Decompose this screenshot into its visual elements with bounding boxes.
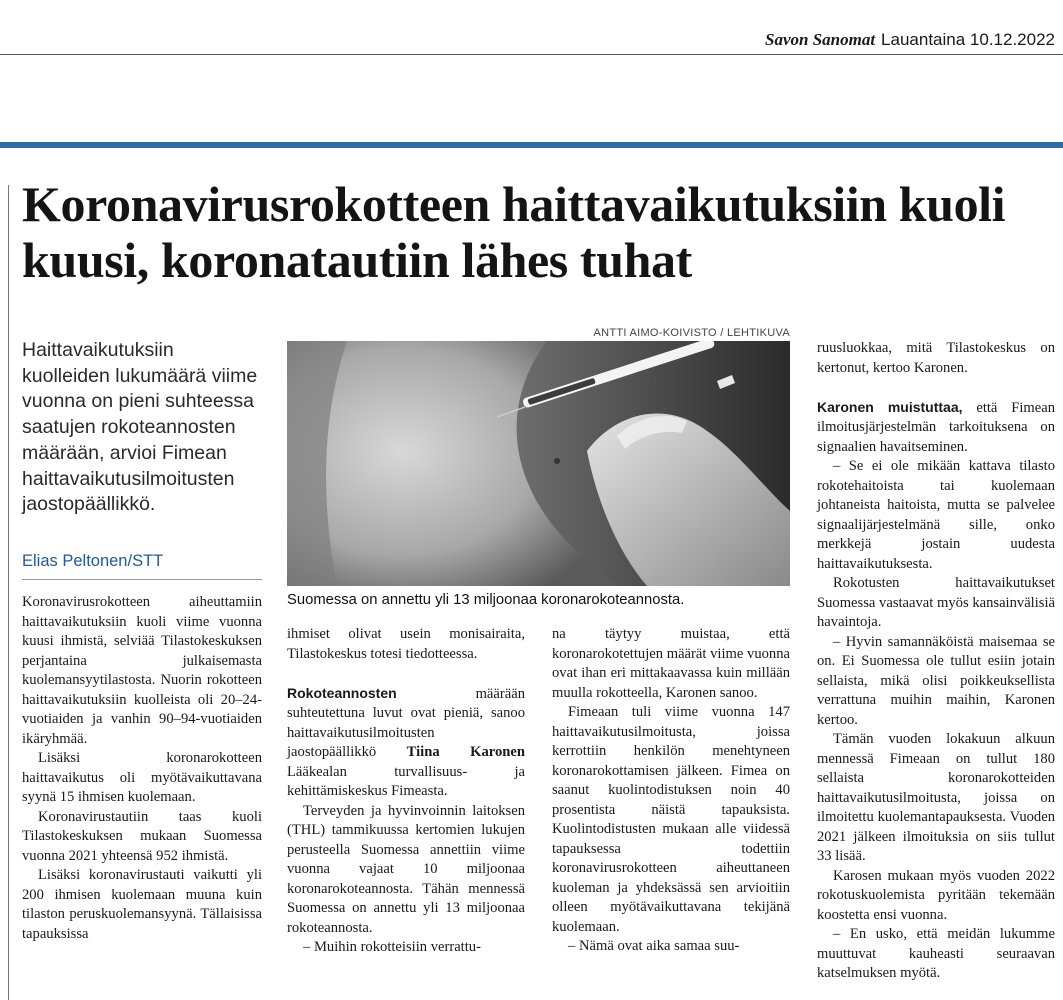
paragraph-text: Lääkealan turvallisuus- ja kehittämiskeskus Fimeasta. bbox=[287, 763, 525, 799]
paragraph bbox=[287, 684, 525, 802]
column-rule bbox=[8, 185, 9, 1000]
article-headline: Koronavirusrokotteen haittavaikutuksiin kuoli kuusi, koronatautiin lähes tuhat bbox=[22, 176, 1006, 288]
paragraph: – Muihin rokotteisiin verrattu- bbox=[303, 939, 481, 955]
paragraph: ruusluokkaa, mitä Tilastokeskus on kertonut, kertoo Karonen. bbox=[817, 340, 1055, 376]
body-column-1 bbox=[22, 593, 262, 944]
paragraph: Lisäksi koronarokotteen haittavaikutus oli myötävaikuttavana syynä 15 ihmisen kuolemaan. bbox=[22, 750, 262, 805]
paragraph: Karosen mukaan myös vuoden 2022 rokotuskuolemista pyritään tekemään koostetta ensi vuonna. bbox=[817, 867, 1055, 923]
article-lead: Haittavaikutuksiin kuolleiden lukumäärä viime vuonna on pieni suhteessa saatujen rokoteannosten määrään, arvioi Fimean haittavaikutusilmoitusten jaostopäällikkö. bbox=[22, 339, 258, 516]
photo-caption: Suomessa on annettu yli 13 miljoonaa koronarokoteannosta. bbox=[287, 592, 685, 608]
paper-name: Savon Sanomat bbox=[764, 30, 876, 49]
paragraph bbox=[817, 398, 1055, 458]
paragraph: Rokotusten haittavaikutukset Suomessa vastaavat myös kansainvälisiä havaintoja. bbox=[817, 575, 1055, 630]
paragraph: Koronavirustautiin taas kuoli Tilastokeskuksen mukaan Suomessa vuonna 2021 yhteensä 952 ihmistä. bbox=[22, 808, 262, 864]
person-name: Tiina Karonen bbox=[406, 744, 525, 760]
body-column-4 bbox=[817, 339, 1055, 984]
paragraph-lead-in: Rokoteannosten bbox=[287, 684, 397, 701]
photo-credit: ANTTI AIMO-KOIVISTO / LEHTIKUVA bbox=[593, 327, 790, 339]
body-column-3 bbox=[552, 625, 790, 957]
paragraph: Tämän vuoden lokakuun alkuun mennessä Fimeaan on tullut 180 sellaista koronarokotteiden haittavaikutusilmoitusta, joissa on ilmoitettu kuolemantapauksesta. Vuoden 2021 jälkeen ilmoituksia on siis tullut 33 lisää. bbox=[817, 731, 1055, 864]
paragraph: ihmiset olivat usein monisairaita, Tilastokeskus totesi tiedotteessa. bbox=[287, 626, 525, 662]
paragraph: – Hyvin samannäköistä maisemaa se on. Ei Suomessa ole tullut esiin jotain sellaista, mikä olisi poikkeuksellista verrattuna muihin maihin, Karonen kertoo. bbox=[817, 633, 1055, 728]
paragraph: – En usko, että meidän lukumme muuttuvat kauheasti seuraavan katselmuksen myötä. bbox=[817, 926, 1055, 981]
byline: Elias Peltonen/STT bbox=[22, 552, 262, 580]
paragraph-text: että Fimean ilmoitusjärjestelmän tarkoituksena on signaalien havaitseminen. bbox=[817, 399, 1055, 455]
paragraph-lead-in: Karonen muistuttaa, bbox=[817, 398, 963, 415]
section-divider bbox=[0, 142, 1063, 148]
paragraph: – Se ei ole mikään kattava tilasto rokotehaitoista tai kuolemaan johtaneista haitoista, mutta se palvelee signaalijärjestelmänä sille, onko merkkejä jostain uudesta haittavaikutuksesta. bbox=[817, 458, 1055, 572]
top-header bbox=[0, 0, 1063, 55]
photo-illustration bbox=[287, 341, 790, 586]
masthead bbox=[765, 30, 1055, 50]
paragraph: Terveyden ja hyvinvoinnin laitoksen (THL) tammikuussa kertomien lukujen perusteella Suomessa annettiin viime vuonna vajaat 10 miljoonaa koronarokoteannosta. Tähän mennessä Suomessa on annettu yli 13 miljoonaa rokoteannosta. bbox=[287, 802, 525, 936]
paragraph: – Nämä ovat aika samaa suu- bbox=[568, 938, 740, 954]
paragraph: Koronavirusrokotteen aiheuttamiin haittavaikutuksiin kuoli viime vuonna kuusi ihmistä, selviää Tilastokeskuksen perjantaina julkaisemasta kuolemansyytilastosta. Nuorin rokotteen haittavaikutuksiin kuolleista oli 20–24-vuotiaiden ja vanhin 90–94-vuotiaiden ikäryhmää. bbox=[22, 594, 262, 747]
paragraph-text: määrään suhteutettuna luvut ovat pieniä, sanoo haittavaikutusilmoitusten jaostopäällikkö bbox=[287, 685, 525, 760]
vaccination-photo bbox=[287, 341, 790, 586]
paragraph: Lisäksi koronavirustauti vaikutti yli 200 ihmisen kuolemaan muuna kuin tilaston peruskuolemansyynä. Tällaisissa tapauksissa bbox=[22, 867, 262, 942]
body-column-2 bbox=[287, 625, 525, 958]
issue-date: Lauantaina 10.12.2022 bbox=[881, 30, 1055, 49]
paragraph: Fimeaan tuli viime vuonna 147 haittavaikutusilmoitusta, joissa kerrottiin henkilön menehtyneen koronarokottamisen jälkeen. Fimea on saanut kuolintodistuksen noin 40 prosentista näistä tapauksista. Kuolintodistusten mukaan alle viidessä tapauksessa todettiin koronavirusrokotteen aiheuttaneen kuoleman ja yhdeksässä sen arvioitiin olleen myötävaikuttavana tekijänä kuolemaan. bbox=[552, 704, 790, 935]
paragraph: na täytyy muistaa, että koronarokotettujen määrät viime vuonna ovat ihan eri mittakaavassa kuin millään muulla rokotteella, Karonen sanoo. bbox=[552, 626, 790, 701]
